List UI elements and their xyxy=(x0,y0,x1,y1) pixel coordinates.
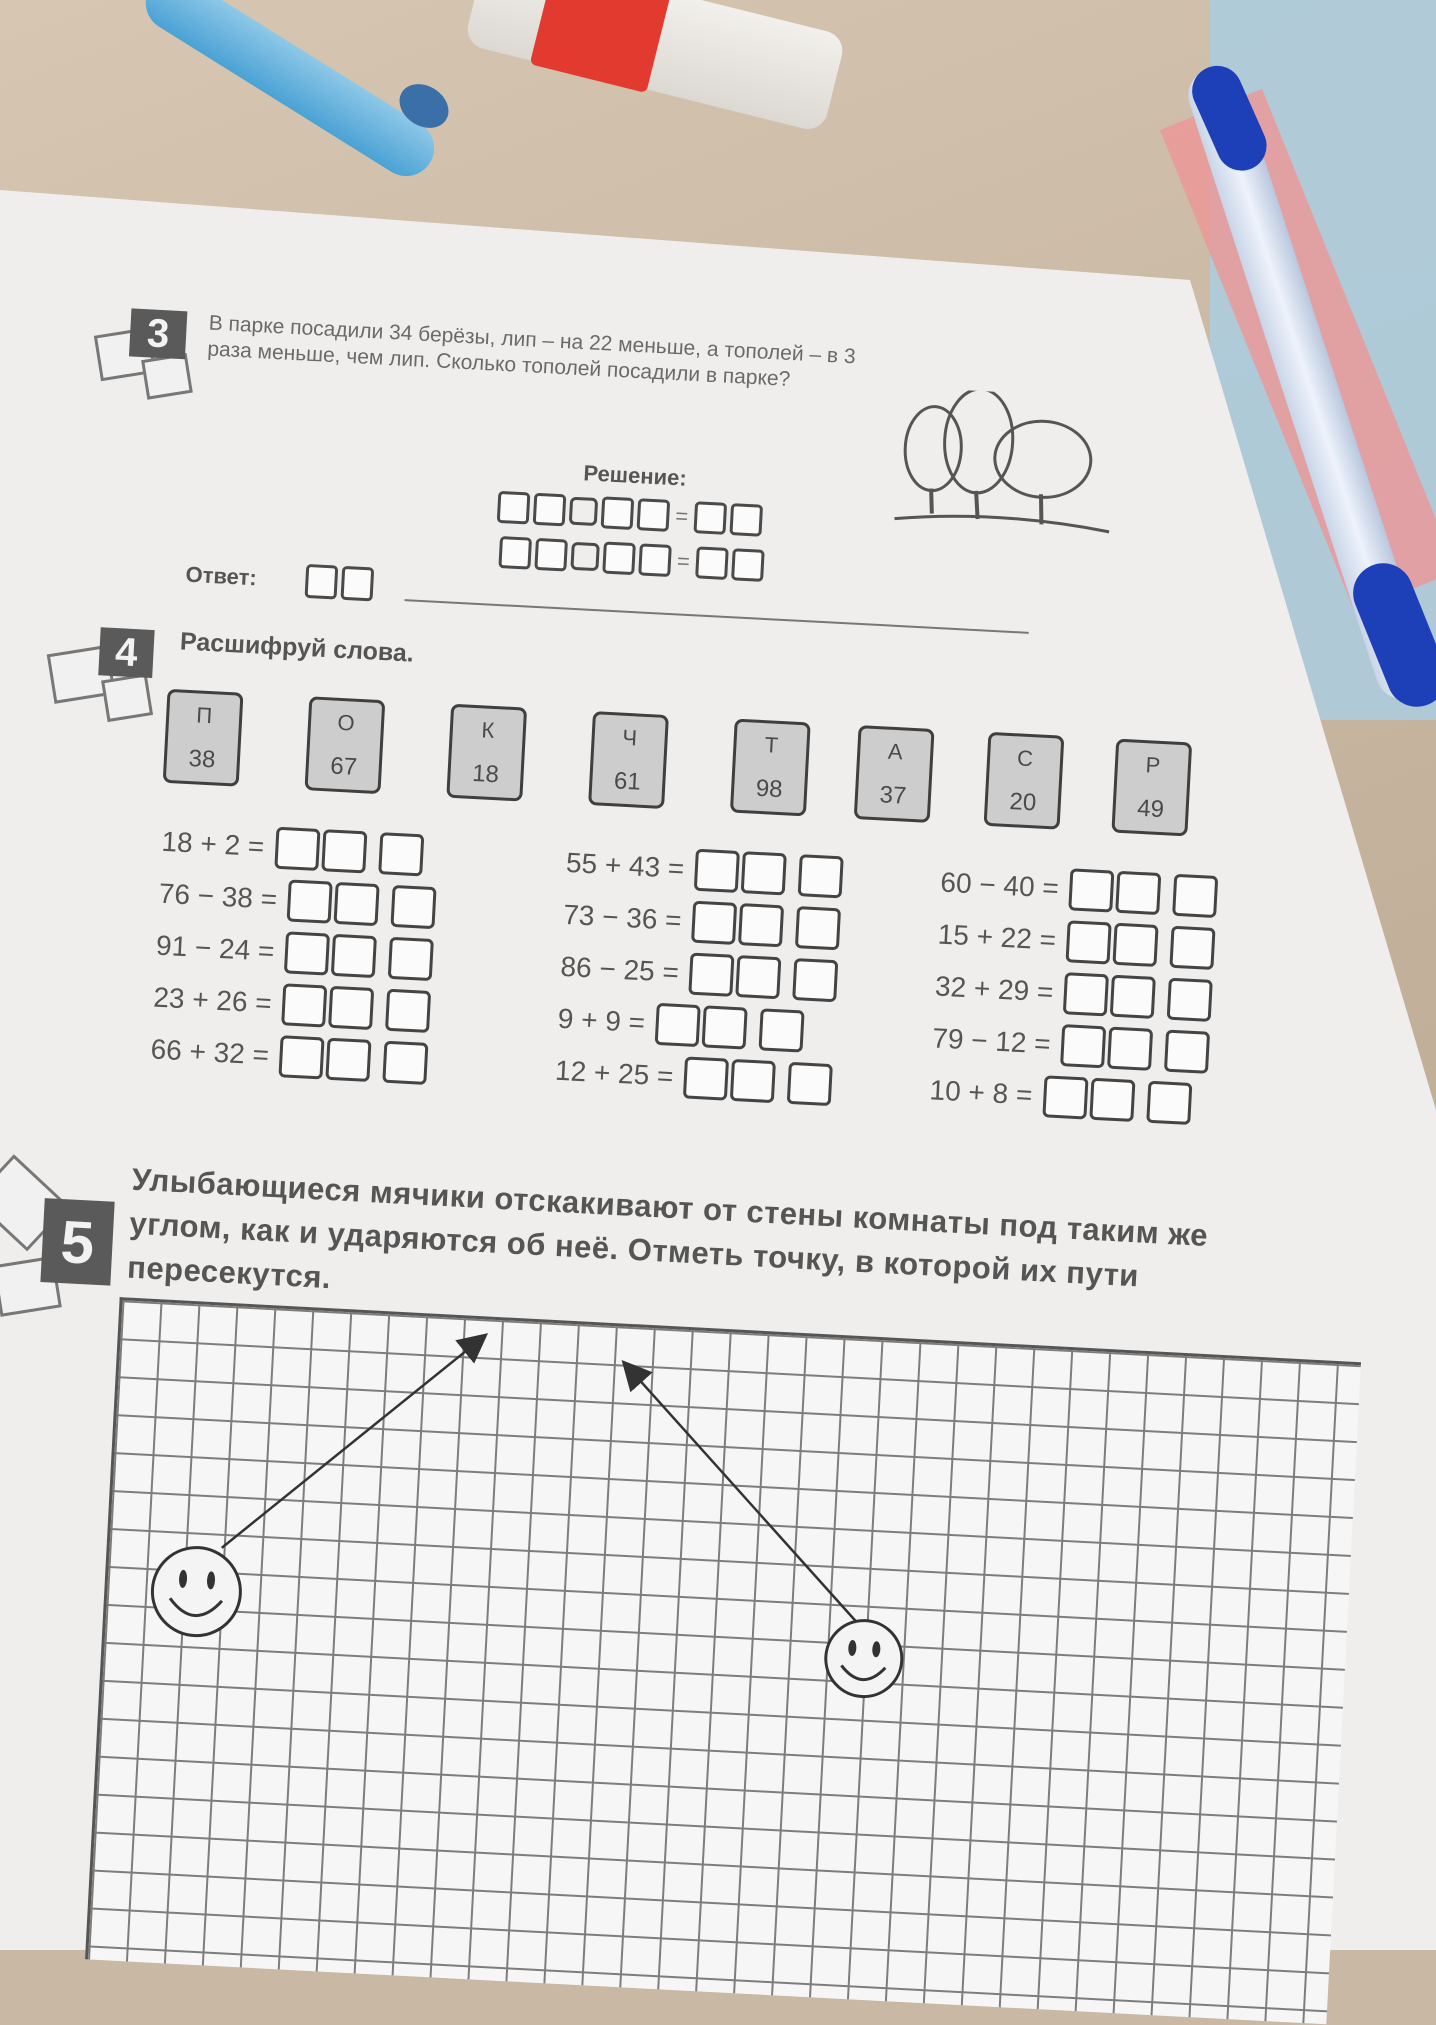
decor-square xyxy=(141,353,193,400)
card-value: 37 xyxy=(878,780,908,810)
trees-illustration xyxy=(889,387,1127,549)
task-3-text: В парке посадили 34 берёзы, лип – на 22 меньше, а тополей – в 3 раза меньше, чем лип. Сколько тополей посадили в парке? xyxy=(206,311,857,391)
answer-box[interactable] xyxy=(1167,978,1213,1022)
expression-row xyxy=(160,821,424,877)
answer-box[interactable] xyxy=(1060,1024,1106,1068)
answer-box[interactable] xyxy=(274,827,320,871)
answer-box[interactable] xyxy=(689,953,735,997)
answer-box[interactable] xyxy=(793,958,839,1002)
task-4-number: 4 xyxy=(98,627,154,678)
answer-box[interactable] xyxy=(787,1062,833,1106)
solution-row-1 xyxy=(497,491,763,537)
answer-row xyxy=(305,564,375,602)
task-5-number: 5 xyxy=(40,1198,114,1286)
answer-box[interactable] xyxy=(334,882,380,926)
card-value: 61 xyxy=(613,766,642,796)
answer-box[interactable] xyxy=(1069,868,1115,912)
answer-box[interactable] xyxy=(385,989,431,1033)
answer-box[interactable] xyxy=(694,849,740,893)
card-letter: О xyxy=(336,709,356,736)
arrow-icon xyxy=(222,1323,484,1561)
task-3-number: 3 xyxy=(129,308,187,359)
card-letter: П xyxy=(195,701,213,728)
task-5-text: Улыбающиеся мячики отскакивают от стены комнаты под таким же углом, как и ударяются об неё. Отметь точку, в которой их пути пересекутся. xyxy=(126,1161,1209,1296)
answer-box[interactable] xyxy=(637,498,671,532)
smiley-ball-icon[interactable] xyxy=(824,1619,904,1699)
expression-text: 12 + 25 = xyxy=(554,1054,675,1092)
answer-box[interactable] xyxy=(695,546,729,580)
expression-row xyxy=(931,1017,1210,1073)
ball-paths xyxy=(85,1297,1358,2021)
answer-box[interactable] xyxy=(1110,975,1156,1019)
letter-card xyxy=(1111,739,1192,837)
arrow-icon xyxy=(612,1364,868,1621)
answer-box[interactable] xyxy=(331,934,377,978)
letter-card xyxy=(588,711,669,809)
letter-card xyxy=(730,719,811,817)
card-letter: А xyxy=(887,738,904,764)
expression-row xyxy=(934,965,1213,1021)
expression-row xyxy=(155,925,434,981)
letter-card xyxy=(446,704,527,802)
expression-row xyxy=(565,842,844,898)
answer-box[interactable] xyxy=(655,1003,701,1047)
expression-text: 76 − 38 = xyxy=(158,877,278,915)
answer-box[interactable] xyxy=(1113,923,1159,967)
card-letter: Ч xyxy=(621,724,638,750)
letter-card xyxy=(304,696,385,794)
answer-box[interactable] xyxy=(1042,1075,1088,1119)
expression-row xyxy=(939,862,1218,918)
card-letter: Т xyxy=(764,731,779,758)
answer-box[interactable] xyxy=(279,1035,325,1079)
letter-card xyxy=(854,725,935,823)
expression-text: 66 + 32 = xyxy=(149,1033,270,1071)
answer-box[interactable] xyxy=(730,1059,776,1103)
card-value: 18 xyxy=(471,759,500,788)
answer-box[interactable] xyxy=(498,536,532,570)
answer-box[interactable] xyxy=(328,986,374,1030)
answer-box[interactable] xyxy=(1172,874,1218,918)
task-4-title: Расшифруй слова. xyxy=(179,627,415,668)
answer-box[interactable] xyxy=(1089,1078,1135,1122)
card-letter: С xyxy=(1016,744,1034,771)
equals-sign: = xyxy=(676,548,691,574)
answer-box[interactable] xyxy=(281,983,327,1027)
expression-row xyxy=(554,1050,833,1106)
answer-box[interactable] xyxy=(1107,1027,1153,1071)
expression-row xyxy=(150,1028,429,1084)
expression-text: 9 + 9 = xyxy=(557,1002,646,1039)
equals-sign: = xyxy=(674,503,689,529)
answer-box[interactable] xyxy=(683,1056,729,1100)
expression-text: 91 − 24 = xyxy=(155,929,276,967)
answer-box[interactable] xyxy=(305,564,339,600)
expression-row xyxy=(152,977,431,1033)
answer-box[interactable] xyxy=(729,503,763,537)
expression-text: 73 − 36 = xyxy=(562,898,683,937)
expression-text: 18 + 2 = xyxy=(160,825,266,863)
answer-box[interactable] xyxy=(497,491,531,525)
answer-line[interactable] xyxy=(405,599,1029,634)
answer-box[interactable] xyxy=(736,955,782,999)
answer-box[interactable] xyxy=(326,1038,372,1082)
smiley-ball-icon[interactable] xyxy=(150,1545,242,1637)
expression-text: 60 − 40 = xyxy=(939,866,1060,904)
solution-label: Решение: xyxy=(582,460,688,491)
answer-box[interactable] xyxy=(702,1005,748,1049)
answer-box[interactable] xyxy=(1063,972,1109,1016)
answer-box[interactable] xyxy=(287,879,333,923)
answer-box[interactable] xyxy=(798,854,844,898)
answer-box[interactable] xyxy=(741,851,787,895)
card-value: 98 xyxy=(755,774,784,803)
answer-box[interactable] xyxy=(1116,871,1162,915)
answer-box[interactable] xyxy=(731,548,765,582)
expression-text: 79 − 12 = xyxy=(931,1022,1052,1060)
letter-card xyxy=(984,732,1065,830)
answer-box[interactable] xyxy=(533,493,567,527)
card-value: 20 xyxy=(1008,787,1037,816)
expression-row xyxy=(158,873,437,929)
expression-text: 23 + 26 = xyxy=(152,981,273,1019)
expression-row xyxy=(557,998,805,1053)
card-letter: Р xyxy=(1145,751,1161,778)
answer-label: Ответ: xyxy=(184,561,258,591)
answer-box[interactable] xyxy=(284,931,330,975)
solution-row-2 xyxy=(498,536,764,582)
card-letter: К xyxy=(480,716,495,743)
answer-box[interactable] xyxy=(759,1008,805,1052)
decor-square xyxy=(101,673,153,722)
card-value: 38 xyxy=(187,744,217,773)
operator-box[interactable] xyxy=(570,542,599,571)
answer-box[interactable] xyxy=(1146,1081,1192,1125)
answer-box[interactable] xyxy=(378,832,424,876)
answer-box[interactable] xyxy=(1164,1030,1210,1074)
expression-text: 86 − 25 = xyxy=(559,950,680,988)
answer-box[interactable] xyxy=(693,501,727,535)
expression-row xyxy=(929,1069,1193,1125)
letter-card xyxy=(163,689,244,787)
answer-box[interactable] xyxy=(534,538,568,572)
expression-text: 55 + 43 = xyxy=(565,846,686,885)
expression-text: 10 + 8 = xyxy=(928,1074,1034,1111)
answer-box[interactable] xyxy=(321,829,367,873)
expression-text: 15 + 22 = xyxy=(937,918,1057,956)
answer-box[interactable] xyxy=(341,566,375,602)
expression-text: 32 + 29 = xyxy=(934,970,1055,1008)
expression-row xyxy=(559,946,838,1002)
answer-box[interactable] xyxy=(391,885,437,929)
card-value: 49 xyxy=(1136,794,1165,823)
expression-row xyxy=(937,914,1216,970)
answer-box[interactable] xyxy=(602,541,636,575)
answer-box[interactable] xyxy=(1170,926,1216,970)
answer-box[interactable] xyxy=(738,903,784,947)
card-value: 67 xyxy=(329,751,358,781)
answer-box[interactable] xyxy=(383,1041,429,1085)
expression-row xyxy=(562,894,841,950)
answer-box[interactable] xyxy=(691,901,737,945)
answer-box[interactable] xyxy=(601,496,635,530)
answer-box[interactable] xyxy=(388,937,434,981)
answer-box[interactable] xyxy=(795,906,841,950)
answer-box[interactable] xyxy=(638,543,672,577)
answer-box[interactable] xyxy=(1066,920,1112,964)
operator-box[interactable] xyxy=(569,497,598,526)
